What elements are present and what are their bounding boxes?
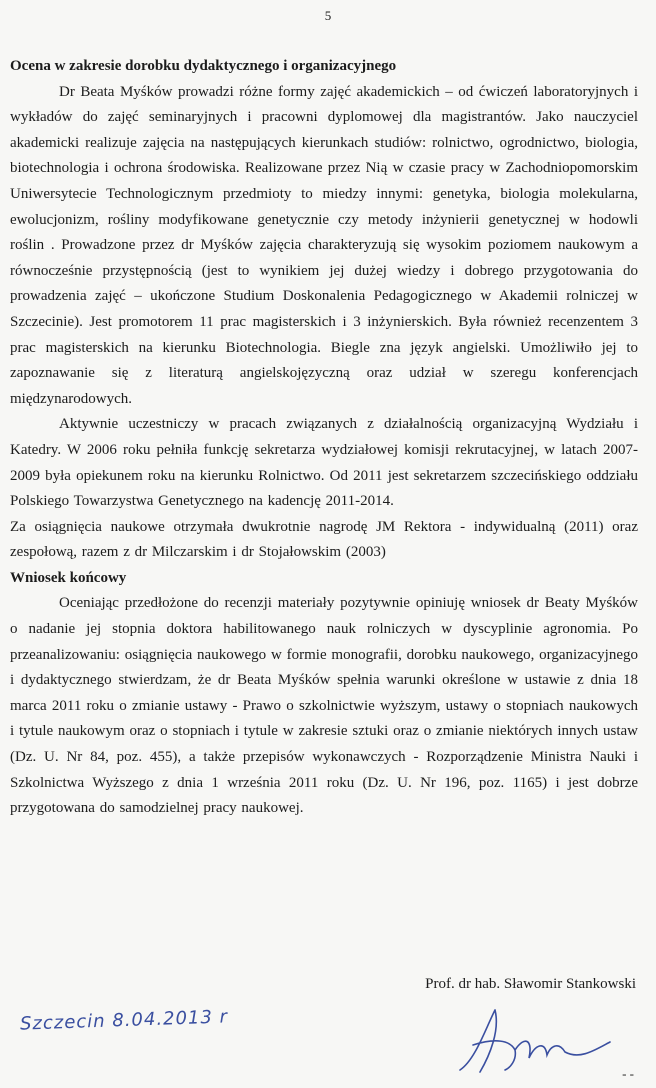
handwritten-place-date: Szczecin 8.04.2013 r xyxy=(19,1006,229,1035)
paragraph-didactic: Dr Beata Myśków prowadzi różne formy zajęć akademickich – od ćwiczeń laboratoryjnych i wykładów do zajęć seminaryjnych i pracowni dyplomowej dla magistrantów. Jako nauczyciel akademicki realizuje zajęcia na następujących kierunkach studiów: rolnictwo, ogrodnictwo, biologia, biotechnologia i ochrona środowiska. Realizowane przez Nią w czasie pracy w Zachodniopomorskim Uniwersytecie Technologicznym przedmioty to miedzy innymi: genetyka, biologia molekularna, ewolucjonizm, rośliny modyfikowane genetycznie czy metody inżynierii genetycznej w hodowli roślin . Prowadzone przez dr Myśków zajęcia charakteryzują się wysokim poziomem naukowym a równocześnie przystępnością (jest to wynikiem jej dużej wiedzy i dobrego przygotowania do prowadzenia zajęć – ukończone Studium Doskonalenia Pedagogicznego w Akademii rolniczej w Szczecinie). Jest promotorem 11 prac magisterskich i 3 inżynierskich. Była również recenzentem 3 prac magisterskich na kierunku Biotechnologia. Biegle zna język angielski. Umożliwiło jej to zapoznawanie się z literaturą angielskojęzyczną oraz udział w szeregu konferencjach międzynarodowych. xyxy=(10,83,638,407)
signatory-name: Prof. dr hab. Sławomir Stankowski xyxy=(425,976,636,992)
handwritten-signature xyxy=(455,1000,615,1080)
page-number: 5 xyxy=(324,8,332,23)
paragraph-organizational: Aktywnie uczestniczy w pracach związanych z działalnością organizacyjną Wydziału i Katedry. W 2006 roku pełniła funkcję sekretarza wydziałowej komisji rekrutacyjnej, w latach 2007-2009 była opiekunem roku na kierunku Rolnictwo. Od 2011 jest sekretarzem szczecińskiego oddziału Polskiego Towarzystwa Genetycznego na kadencję 2011-2014. xyxy=(10,416,638,510)
paragraph-conclusion: Oceniając przedłożone do recenzji materiały pozytywnie opiniuję wniosek dr Beaty Myśków o nadanie jej stopnia doktora habilitowanego nauk rolniczych w dyscyplinie agronomia. Po przeanalizowaniu: osiągnięcia naukowego w formie monografii, dorobku naukowego, organizacyjnego i dydaktycznego stwierdzam, że dr Beata Myśków spełnia warunki określone w ustawie z dnia 18 marca 2011 roku o zmianie ustawy - Prawo o szkolnictwie wyższym, ustawy o stopniach naukowych i tytule naukowym oraz o stopniach i tytule w zakresie sztuki oraz o zmianie niektórych innych ustaw (Dz. U. Nr 84, poz. 455), a także przepisów wykonawczych - Rozporządzenie Ministra Nauki i Szkolnictwa Wyższego z dnia 1 września 2011 roku (Dz. U. Nr 196, poz. 1165) i jest dobrze przygotowana do samodzielnej pracy naukowej. xyxy=(10,595,638,817)
page-end-dashes: - - xyxy=(622,1066,634,1081)
section-heading-didactic: Ocena w zakresie dorobku dydaktycznego i organizacyjnego xyxy=(10,58,397,74)
paragraph-awards: Za osiągnięcia naukowe otrzymała dwukrotnie nagrodę JM Rektora - indywidualną (2011) oraz zespołową, razem z dr Milczarskim i dr Stojałowskim (2003) xyxy=(10,518,638,561)
document-body xyxy=(10,54,638,822)
section-heading-conclusion: Wniosek końcowy xyxy=(10,569,127,586)
